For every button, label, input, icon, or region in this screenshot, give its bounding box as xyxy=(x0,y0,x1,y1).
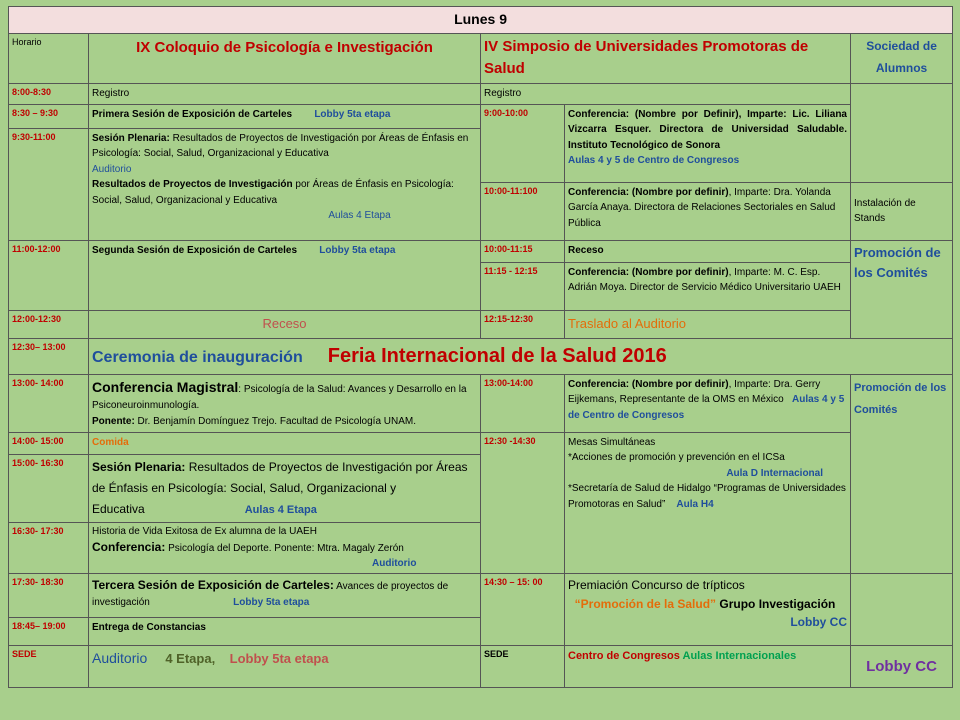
time-cell: 14:30 – 15: 00 xyxy=(481,574,565,646)
conference-1 xyxy=(565,104,851,182)
session-4-text: Resultados de Proyectos de Investigación por Áreas de Énfasis en Psicología: Social, Salud, Organizacional y Educativa xyxy=(92,459,468,516)
conference-3-label: Conferencia: (Nombre por definir) xyxy=(568,266,729,278)
traslado: Traslado al Auditorio xyxy=(565,310,851,338)
ceremonia: Ceremonia de inauguración xyxy=(92,348,303,366)
conference-2-text: , Imparte: Dra. Yolanda García Anaya. Directora de Relaciones Sectoriales en Salud Pública xyxy=(568,186,836,229)
time-cell: 12:30 -14:30 xyxy=(481,432,565,574)
conference-1-text: Conferencia: (Nombre por Definir), Imparte: Lic. Liliana Vizcarra Esquer. Directora de Universidad Saludable. Instituto Tecnológico de Sonora xyxy=(568,108,847,151)
premiacion-group: Grupo Investigación xyxy=(716,596,836,611)
simposio-header: IV Simposio de Universidades Promotoras de Salud xyxy=(481,34,851,84)
sede-right-1: Centro de Congresos xyxy=(568,650,680,663)
mesas-title: Mesas Simultáneas xyxy=(568,436,656,448)
ponente-text: Dr. Benjamín Domínguez Trejo. Facultad de Psicología UNAM. xyxy=(134,415,417,427)
time-cell: 14:00- 15:00 xyxy=(9,432,89,454)
conference-4-location: Aulas 4 y 5 de Centro de Congresos xyxy=(568,394,845,421)
session-5-location: Auditorio xyxy=(372,557,417,569)
mesas-1-location: Aula D Internacional xyxy=(726,467,823,479)
session-5-label: Conferencia: xyxy=(92,540,166,555)
conference-3-text: , Imparte: M. C. Esp. Adrián Moya. Director de Servicio Médico Universitario UAEH xyxy=(568,266,841,293)
conference-4-text: , Imparte: Dra. Gerry Eijkemans, Representante de la OMS en México xyxy=(568,378,821,405)
session-6-label: Tercera Sesión de Exposición de Carteles: xyxy=(92,578,334,593)
time-cell: 15:00- 16:30 xyxy=(9,454,89,522)
conference-1-location: Aulas 4 y 5 de Centro de Congresos xyxy=(568,155,740,166)
session-3-title: Segunda Sesión de Exposición de Carteles xyxy=(92,244,298,256)
premiacion-location: Lobby CC xyxy=(790,615,847,630)
time-cell: 13:00- 14:00 xyxy=(9,374,89,432)
session-5-ponente: Ponente: Mtra. Magaly Zerón xyxy=(271,543,404,555)
time-cell: 11:15 - 12:15 xyxy=(481,262,565,310)
session-4 xyxy=(89,454,481,522)
time-cell: 16:30- 17:30 xyxy=(9,522,89,574)
session-1-title: Primera Sesión de Exposición de Carteles xyxy=(92,108,293,120)
time-cell: 12:30– 13:00 xyxy=(9,338,89,374)
conference-2-label: Conferencia: (Nombre por definir) xyxy=(568,186,729,198)
session-2b-location: Aulas 4 Etapa xyxy=(328,210,391,221)
time-cell: 10:00-11:100 xyxy=(481,182,565,240)
promocion-2: Promoción de los Comités xyxy=(851,374,953,574)
sede-left-label: SEDE xyxy=(9,646,89,688)
mesas-1: *Acciones de promoción y prevención en el ICSa xyxy=(568,452,785,463)
session-6-text: Avances de proyectos de investigación xyxy=(92,581,449,608)
feria: Feria Internacional de la Salud 2016 xyxy=(327,344,667,367)
sociedad-empty xyxy=(851,84,953,183)
time-cell: 12:00-12:30 xyxy=(9,310,89,338)
session-2b-text: por Áreas de Énfasis en Psicología: Social, Salud, Organizacional y Educativa xyxy=(92,179,454,206)
ceremonia-row xyxy=(89,338,953,374)
session-2-text: Resultados de Proyectos de Investigación por Áreas de Énfasis en Psicología: Social, Salud, Organizacional y Educativa xyxy=(92,132,469,159)
session-4-location: Aulas 4 Etapa xyxy=(244,503,317,516)
session-4-label: Sesión Plenaria: xyxy=(92,459,189,474)
day-title: Lunes 9 xyxy=(9,7,953,34)
conference-2 xyxy=(565,182,851,240)
conference-4 xyxy=(565,374,851,432)
session-1-location: Lobby 5ta etapa xyxy=(314,108,391,120)
session-2-label: Sesión Plenaria: xyxy=(92,132,170,144)
coloquio-header: IX Coloquio de Psicología e Investigación xyxy=(89,34,481,84)
conference-magistral-text: : Psicología de la Salud: Avances y Desarrollo en la Psiconeuroinmunología. xyxy=(92,383,467,412)
session-6 xyxy=(89,574,481,618)
session-1 xyxy=(89,104,481,128)
time-cell: 18:45– 19:00 xyxy=(9,618,89,646)
conference-magistral xyxy=(89,374,481,432)
time-cell: 8:30 – 9:30 xyxy=(9,104,89,128)
registro-right: Registro xyxy=(481,84,851,105)
sede-right-label: SEDE xyxy=(481,646,565,688)
sede-left xyxy=(89,646,481,688)
premiacion-subtitle: “Promoción de la Salud” xyxy=(574,596,717,611)
session-3-location: Lobby 5ta etapa xyxy=(319,244,396,256)
time-cell: 10:00-11:15 xyxy=(481,240,565,262)
conference-3 xyxy=(565,262,851,310)
time-cell: 12:15-12:30 xyxy=(481,310,565,338)
session-5 xyxy=(89,522,481,574)
premiacion xyxy=(565,574,851,646)
sede-left-3: Lobby 5ta etapa xyxy=(229,651,329,667)
time-cell: 17:30- 18:30 xyxy=(9,574,89,618)
mesas-2: *Secretaría de Salud de Hidalgo “Programas de Universidades Promotoras en Salud” xyxy=(568,483,846,510)
receso-left: Receso xyxy=(89,310,481,338)
promocion-1: Promoción de los Comités xyxy=(851,240,953,338)
session-2-location: Auditorio xyxy=(92,163,132,175)
sede-left-1: Auditorio xyxy=(92,650,148,667)
premiacion-title: Premiación Concurso de trípticos xyxy=(568,578,745,593)
schedule-table xyxy=(8,6,953,688)
time-cell: 9:30-11:00 xyxy=(9,128,89,240)
sede-soc: Lobby CC xyxy=(851,646,953,688)
time-cell: 8:00-8:30 xyxy=(9,84,89,105)
session-5-title: Psicología del Deporte. xyxy=(165,543,272,555)
session-3 xyxy=(89,240,481,310)
conference-4-label: Conferencia: (Nombre por definir) xyxy=(568,378,729,390)
session-5-history: Historia de Vida Exitosa de Ex alumna de la UAEH xyxy=(92,525,317,537)
horario-header: Horario xyxy=(9,34,89,84)
time-cell: 11:00-12:00 xyxy=(9,240,89,310)
conference-magistral-label: Conferencia Magistral xyxy=(92,378,239,395)
time-cell: 13:00-14:00 xyxy=(481,374,565,432)
ponente-label: Ponente: xyxy=(92,415,135,427)
mesas-2-location: Aula H4 xyxy=(676,498,714,510)
sociedad-empty-2 xyxy=(851,574,953,646)
sede-right-2: Aulas Internacionales xyxy=(679,650,797,663)
receso-right: Receso xyxy=(565,240,851,262)
stands-cell: Instalación de Stands xyxy=(851,182,953,240)
mesas xyxy=(565,432,851,574)
sede-left-2: 4 Etapa, xyxy=(165,651,216,667)
time-cell: 9:00-10:00 xyxy=(481,104,565,182)
session-2b-label: Resultados de Proyectos de Investigación xyxy=(92,179,293,190)
comida: Comida xyxy=(89,432,481,454)
session-6-location: Lobby 5ta etapa xyxy=(233,596,310,608)
constancias: Entrega de Constancias xyxy=(89,618,481,646)
sede-right xyxy=(565,646,851,688)
sociedad-header: Sociedad de Alumnos xyxy=(851,34,953,84)
session-2 xyxy=(89,128,481,240)
registro-left: Registro xyxy=(89,84,481,105)
